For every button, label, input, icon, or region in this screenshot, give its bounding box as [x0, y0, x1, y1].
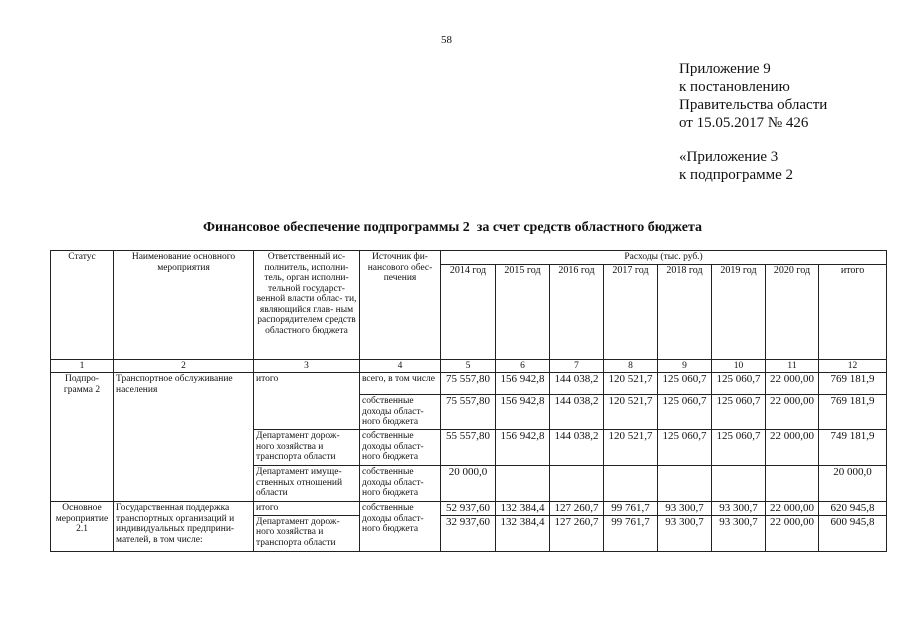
value-cell: 144 038,2: [550, 430, 604, 466]
financing-table: [50, 250, 887, 552]
value-cell: 93 300,7: [658, 515, 712, 551]
status-cell: Основное мероприятие 2.1: [51, 502, 114, 552]
table-row: [51, 502, 887, 516]
value-cell: 32 937,60: [441, 515, 496, 551]
column-number-row: [51, 359, 887, 373]
value-cell: 22 000,00: [766, 430, 819, 466]
value-cell: 125 060,7: [712, 430, 766, 466]
header-expenses: Расходы (тыс. руб.): [441, 251, 887, 265]
appendix-block: [679, 60, 889, 184]
document-title: Финансовое обеспечение подпрограммы 2 за счет средств областного бюджета: [202, 220, 702, 235]
value-cell: 93 300,7: [712, 502, 766, 516]
table-row: [51, 373, 887, 395]
value-cell: 132 384,4: [496, 515, 550, 551]
executor-cell: итого: [254, 373, 360, 430]
header-year: 2015 год: [496, 264, 550, 359]
column-number: 6: [496, 359, 550, 373]
value-cell: 769 181,9: [819, 373, 887, 395]
executor-cell: Департамент имуще- ственных отношений области: [254, 466, 360, 502]
source-cell: всего, в том числе: [360, 373, 441, 395]
value-cell: 620 945,8: [819, 502, 887, 516]
value-cell: 156 942,8: [496, 395, 550, 430]
value-cell: 75 557,80: [441, 373, 496, 395]
value-cell: 127 260,7: [550, 502, 604, 516]
value-cell: 600 945,8: [819, 515, 887, 551]
value-cell: [496, 466, 550, 502]
source-cell: собственные доходы област- ного бюджета: [360, 502, 441, 552]
value-cell: 144 038,2: [550, 395, 604, 430]
status-cell: Подпро- грамма 2: [51, 373, 114, 502]
column-number: 5: [441, 359, 496, 373]
source-cell: собственные доходы област- ного бюджета: [360, 395, 441, 430]
appendix-line: к постановлению: [679, 79, 790, 95]
value-cell: 20 000,0: [441, 466, 496, 502]
header-event-name: Наименование основного мероприятия: [114, 251, 254, 360]
column-number: 12: [819, 359, 887, 373]
header-year: 2014 год: [441, 264, 496, 359]
value-cell: 125 060,7: [658, 395, 712, 430]
column-number: 9: [658, 359, 712, 373]
value-cell: 120 521,7: [604, 373, 658, 395]
header-year: 2017 год: [604, 264, 658, 359]
value-cell: [604, 466, 658, 502]
value-cell: 93 300,7: [658, 502, 712, 516]
source-cell: собственные доходы област- ного бюджета: [360, 466, 441, 502]
column-number: 11: [766, 359, 819, 373]
executor-cell: Департамент дорож- ного хозяйства и транспорта области: [254, 515, 360, 551]
value-cell: [712, 466, 766, 502]
header-status: Статус: [51, 251, 114, 360]
value-cell: 20 000,0: [819, 466, 887, 502]
header-year: 2016 год: [550, 264, 604, 359]
column-number: 8: [604, 359, 658, 373]
value-cell: 156 942,8: [496, 373, 550, 395]
appendix-line: от 15.05.2017 № 426: [679, 115, 809, 131]
value-cell: 125 060,7: [658, 373, 712, 395]
event-name-cell: Транспортное обслуживание населения: [114, 373, 254, 502]
executor-cell: Департамент дорож- ного хозяйства и транспорта области: [254, 430, 360, 466]
value-cell: 125 060,7: [712, 373, 766, 395]
value-cell: 120 521,7: [604, 395, 658, 430]
value-cell: 749 181,9: [819, 430, 887, 466]
value-cell: [658, 466, 712, 502]
column-number: 7: [550, 359, 604, 373]
value-cell: 156 942,8: [496, 430, 550, 466]
value-cell: 144 038,2: [550, 373, 604, 395]
header-year: 2018 год: [658, 264, 712, 359]
column-number: 3: [254, 359, 360, 373]
value-cell: 55 557,80: [441, 430, 496, 466]
header-year: 2019 год: [712, 264, 766, 359]
value-cell: [766, 466, 819, 502]
header-total: итого: [819, 264, 887, 359]
appendix-line: Правительства области: [679, 97, 828, 113]
column-number: 1: [51, 359, 114, 373]
value-cell: 125 060,7: [712, 395, 766, 430]
value-cell: 22 000,00: [766, 502, 819, 516]
value-cell: 22 000,00: [766, 373, 819, 395]
value-cell: 769 181,9: [819, 395, 887, 430]
value-cell: 125 060,7: [658, 430, 712, 466]
event-name-cell: Государственная поддержка транспортных организаций и индивидуальных предприни- мателей, в том числе:: [114, 502, 254, 552]
appendix-line: Приложение 9: [679, 61, 771, 77]
value-cell: 22 000,00: [766, 395, 819, 430]
value-cell: 120 521,7: [604, 430, 658, 466]
value-cell: 52 937,60: [441, 502, 496, 516]
appendix-line: «Приложение 3: [679, 149, 779, 165]
value-cell: 22 000,00: [766, 515, 819, 551]
value-cell: 99 761,7: [604, 502, 658, 516]
column-number: 10: [712, 359, 766, 373]
column-number: 4: [360, 359, 441, 373]
page-number: 58: [441, 34, 452, 46]
executor-cell: итого: [254, 502, 360, 516]
source-cell: собственные доходы област- ного бюджета: [360, 430, 441, 466]
value-cell: [550, 466, 604, 502]
value-cell: 93 300,7: [712, 515, 766, 551]
value-cell: 132 384,4: [496, 502, 550, 516]
header-funding-source: Источник фи- нансового обес- печения: [360, 251, 441, 360]
header-year: 2020 год: [766, 264, 819, 359]
value-cell: 127 260,7: [550, 515, 604, 551]
value-cell: 75 557,80: [441, 395, 496, 430]
header-executor: Ответственный ис- полнитель, исполни- тель, орган исполни- тельной государст- венной власти облас- ти, являющийся глав- ным распорядителем средств областного бюджета: [254, 251, 360, 360]
appendix-line: к подпрограмме 2: [679, 167, 793, 183]
value-cell: 99 761,7: [604, 515, 658, 551]
column-number: 2: [114, 359, 254, 373]
